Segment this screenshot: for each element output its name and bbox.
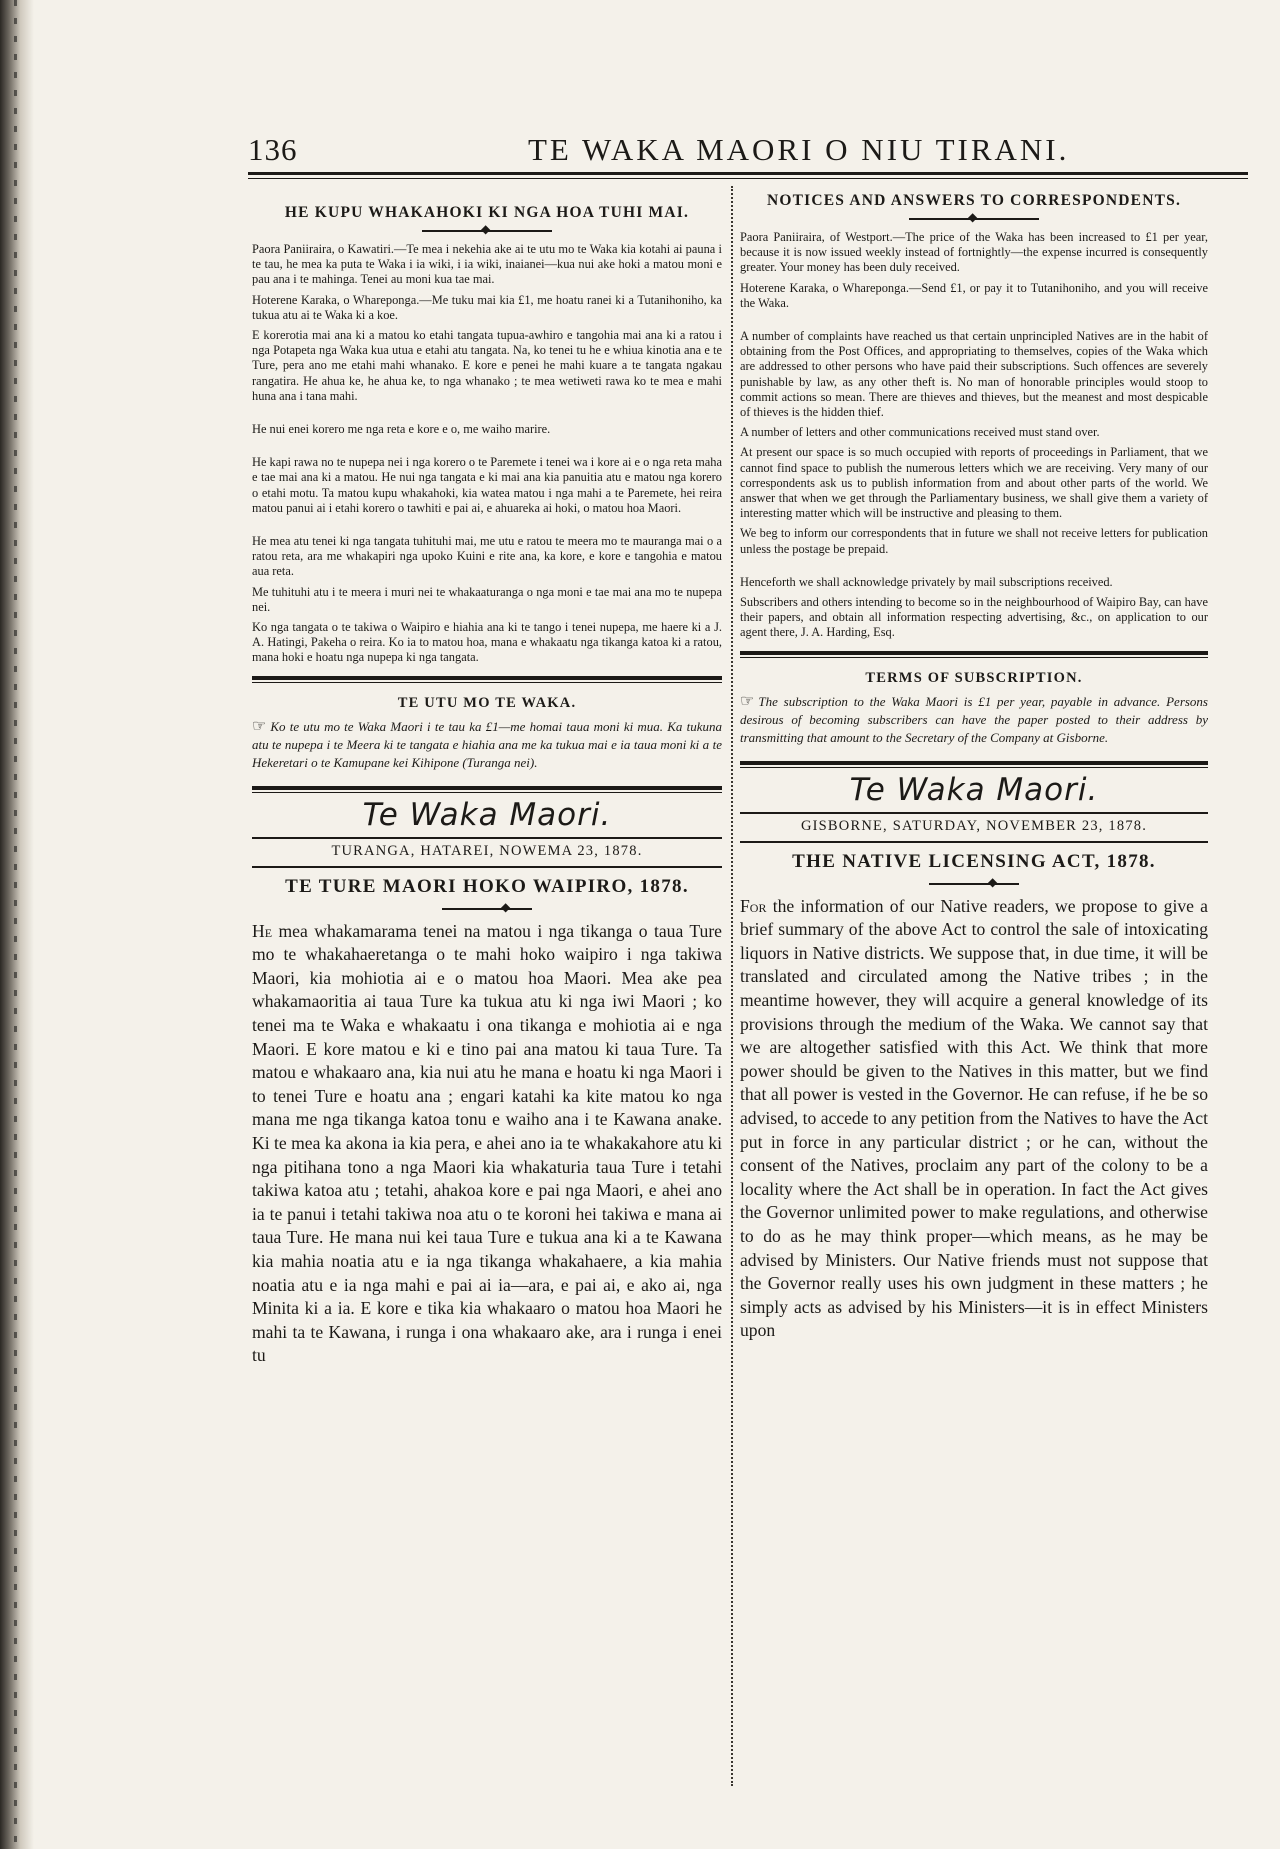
correspondents-notices-maori: [252, 242, 722, 666]
header-rule-thin: [248, 178, 1248, 179]
dropcap: For: [740, 895, 767, 916]
manicule-icon: ☞: [740, 692, 755, 710]
dateline-maori: TURANGA, HATAREI, NOWEMA 23, 1878.: [331, 842, 643, 859]
article-body-maori: [252, 920, 722, 1368]
article-title-maori: TE TURE MAORI HOKO WAIPIRO, 1878.: [285, 875, 689, 897]
article-text: mea whakamarama tenei na matou i nga tikanga o taua Ture mo te whakahaeretanga o te mahi hoko waipiro i nga takiwa Maori, kia mohiotia ai e o matou hoa Maori. Mea ake pea whakamaoritia ai taua Ture ka tukua atu ki nga iwi Maori ; ko tenei ma te Waka e whakaatu i ona tikanga e mohiotia ai e nga Maori. E kore matou e ki e tino pai ana matou ki taua Ture. Ta matou e whakaaro ana, kia nui atu he mana e hoatu ki nga Maori i to tenei Ture e hoatu ana ; engari katahi ka kite matou ko nga mana me nga tikanga katoa tonu e waiho ana i te Kawana anake. Ki te mea ka akona ia kia pera, e ahei ano ia te whakakahore atu ki nga pitihana tono a nga Maori kia whakaturia taua Ture i tetahi takiwa katoa atu ; tetahi, ahakoa kore e pai nga Maori, e ahei ano ia te panui i tetahi takiwa noa atu o te koroni hei takiwa e mana ai taua Ture. He mana nui kei taua Ture e tukua ana ki a te Kawana kia mahia noatia atu e ia nga tikanga whakahaere, a kia mahia noatia atu e ia nga mahi e pai ai ia—ara, e pai ai, e ako ai, nga Minita ki a ia. E kore e tika kia whakaaro o matou hoa Maori he mahi ta te Kawana, i runga i ona whakaaro ake, ara i runga i enei tu: [252, 920, 722, 1366]
masthead-rule: [252, 837, 722, 839]
notice-paragraph: Me tuhituhi atu i te meera i muri nei te whakaaturanga o nga moni e tae mai ana mo te nupepa nei.: [252, 584, 722, 614]
correspondents-notices-english: [740, 230, 1208, 641]
column-divider: [731, 186, 734, 1786]
subscription-text: Ko te utu mo te Waka Maori i te tau ka £1—me homai taua moni ki mua. Ka tukuna atu te nupepa i te Meera ki te tangata e hiahia ana me ka tukua mai e ia taua moni ki a te Hekeretari o te Kamupane kei Kihipone (Turanga nei).: [252, 718, 722, 770]
article-body-english: [740, 895, 1208, 1343]
notice-paragraph: Paora Paniiraira, o Kawatiri.—Te mea i nekehia ake ai te utu mo te Waka kia kotahi ai pauna i te tau, he mea ka puta te Waka i ia wiki, i ia wiki, inaianei—kua nui ake hoki a matou moni e pau ana i te mahinga. Tenei au moni kua tae mai.: [252, 242, 722, 287]
notice-paragraph: He nui enei korero me nga reta e kore e o, me waiho marire.: [252, 422, 551, 437]
subscription-terms-maori: [252, 718, 722, 772]
dateline-english: GISBORNE, SATURDAY, NOVEMBER 23, 1878.: [800, 817, 1148, 834]
manicule-icon: ☞: [252, 717, 267, 735]
dropcap: He: [252, 920, 273, 941]
masthead-rule: [740, 812, 1208, 814]
subscription-heading-maori: TE UTU MO TE WAKA.: [397, 694, 577, 711]
right-column: [740, 186, 1208, 1343]
left-column: [252, 186, 722, 1368]
dateline-rule: [740, 841, 1208, 843]
article-text: the information of our Native readers, we propose to give a brief summary of the above Act to control the sale of intoxicating liquors in Native districts. We suppose that, in due time, it will be translated and circulated among the Native tribes ; in the meantime however, they will acquire a general knowledge of its provisions through the medium of the Waka. We cannot say that we are altogether satisfied with this Act. We think that more power should be given to the Natives in this matter, but we find that all power is vested in the Governor. He can refuse, if he be so advised, to accede to any petition from the Natives to have the Act put in force in any particular district ; or he can, without the consent of the Natives, proclaim any part of the colony to be a locality where the Act shall be in operation. In fact the Act gives the Governor unlimited power to make regulations, and otherwise to do as he may think proper—which means, as he may be advised by Ministers. Our Native friends must not suppose that the Governor really uses his own judgment in these matters ; he simply acts as advised by his Ministers—it is in effect Ministers upon: [740, 895, 1208, 1341]
masthead-maori: Te Waka Maori.: [362, 796, 612, 833]
section-rule-thin: [740, 657, 1208, 658]
section-rule-thin: [252, 682, 722, 683]
correspondents-heading-maori: HE KUPU WHAKAHOKI KI NGA HOA TUHI MAI.: [284, 204, 690, 221]
notice-paragraph: E korerotia mai ana ki a matou ko etahi tangata tupua-awhiro e tangohia mai ana ki a ratou i nga Potapeta nga Waka kua utua e etahi atu tangata. Na, ko tenei tu he e whiua kinotia ana e te Ture, pera ano me etahi mahi whanako. E kore e penei he mahi kuare a te tangata ngakau rangatira. He ahua ke, he ahua ke, to nga whanako ; te mea wetiweti rawa ko te mea e mahi huna ana i tana mahi.: [252, 328, 722, 403]
notice-paragraph: Henceforth we shall acknowledge privately by mail subscriptions received.: [740, 574, 1113, 589]
journal-title: TE WAKA MAORI O NIU TIRANI.: [528, 132, 1070, 167]
ornament-rule: [929, 883, 1019, 885]
page-number: 136: [248, 132, 298, 167]
notice-paragraph: Subscribers and others intending to become so in the neighbourhood of Waipiro Bay, can have their papers, and obtain all information respecting advertising, &c., on application to our agent there, J. A. Harding, Esq.: [740, 595, 1208, 640]
binding-stitches: [14, 0, 17, 1849]
section-rule-thick: [740, 761, 1208, 765]
section-rule-thick: [252, 786, 722, 790]
article-title-english: THE NATIVE LICENSING ACT, 1878.: [792, 850, 1156, 872]
subscription-heading-english: TERMS OF SUBSCRIPTION.: [865, 669, 1083, 686]
masthead-english: Te Waka Maori.: [849, 771, 1099, 808]
subscription-terms-english: [740, 693, 1208, 747]
section-rule-thin: [252, 792, 722, 793]
notice-paragraph: He kapi rawa no te nupepa nei i nga korero o te Paremete i tenei wa i kore ai e o nga reta maha e tae mai ana ki a matou. He nui nga tangata e ki mai ana kia panuitia atu e matou nga korero o etahi motu. Ta matou kupu whakahoki, kia watea matou i nga mahi a te Paremete, hei reira matou panui ai i etahi korero o tawhiti e pai ai, e ahuareka ai hoki, o matou hoa Maori.: [252, 455, 722, 515]
notice-paragraph: He mea atu tenei ki nga tangata tuhituhi mai, me utu e ratou te meera mo te mauranga mai o a ratou reta, ara me whakapiri nga upoko Kuini e rite ana, ka kore, e kore e tangohia e matou aua reta.: [252, 534, 722, 579]
notice-paragraph: Paora Paniiraira, of Westport.—The price of the Waka has been increased to £1 per year, because it is now issued weekly instead of fortnightly—the expense incurred is consequently greater. Your money has been duly received.: [740, 230, 1208, 275]
ornament-rule: [442, 908, 532, 910]
section-rule-thick: [252, 676, 722, 680]
notice-paragraph: A number of complaints have reached us that certain unprincipled Natives are in the habit of obtaining from the Post Offices, and appropriating to themselves, copies of the Waka which are addressed to other persons who have paid their subscriptions. Such offences are severely punishable by law, as any other theft is. No man of honorable principles would stoop to commit actions so mean. There are thieves and thieves, but the meanest and most despicable of thieves is the hidden thief.: [740, 329, 1208, 420]
page-binding-edge: [0, 0, 34, 1849]
header-rule-thick: [248, 172, 1248, 175]
section-rule-thick: [740, 651, 1208, 655]
section-rule-thin: [740, 767, 1208, 768]
ornament-rule: [422, 230, 552, 232]
subscription-text: The subscription to the Waka Maori is £1 per year, payable in advance. Persons desirous of becoming subscribers can have the paper posted to their address by transmitting that amount to the Secretary of the Company at Gisborne.: [740, 693, 1208, 745]
notice-paragraph: Hoterene Karaka, o Whareponga.—Send £1, or pay it to Tutanihoniho, and you will receive the Waka.: [740, 280, 1208, 310]
running-header: [248, 132, 1248, 172]
notice-paragraph: Hoterene Karaka, o Whareponga.—Me tuku mai kia £1, me hoatu ranei ki a Tutanihoniho, ka tukua atu ai te Waka ki a koe.: [252, 292, 722, 322]
ornament-rule: [909, 218, 1039, 220]
notice-paragraph: A number of letters and other communications received must stand over.: [740, 425, 1100, 440]
correspondents-heading-english: NOTICES AND ANSWERS TO CORRESPONDENTS.: [766, 192, 1182, 209]
notice-paragraph: At present our space is so much occupied with reports of proceedings in Parliament, that we cannot find space to publish the numerous letters which we are receiving. Very many of our correspondents ask us to publish information from and about other parts of the world. We answer that when we get through the Parliamentary business, we shall give them a variety of interesting matter which will be instructive and pleasing to them.: [740, 445, 1208, 521]
dateline-rule: [252, 866, 722, 868]
notice-paragraph: Ko nga tangata o te takiwa o Waipiro e hiahia ana ki te tango i tenei nupepa, me haere ki a J. A. Hatingi, Pakeha o reira. Ko ia to matou hoa, mana e whakaatu nga tikanga katoa ki a ratou, mana hoki e hoatu nga nupepa ki nga tangata.: [252, 620, 722, 665]
notice-paragraph: We beg to inform our correspondents that in future we shall not receive letters for publication unless the postage be prepaid.: [740, 526, 1208, 556]
